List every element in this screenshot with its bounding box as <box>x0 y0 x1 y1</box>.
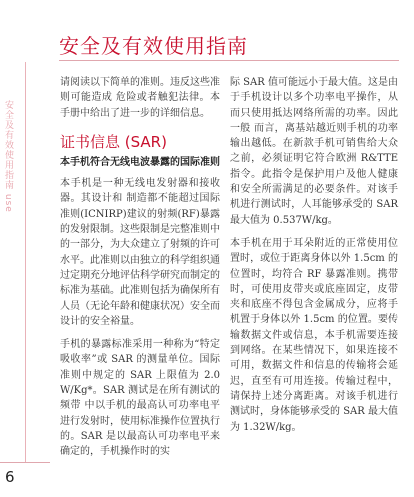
body-paragraph: 本手机在用于耳朵附近的正常使用位置时，或位于距离身体以外 1.5cm 的位置时，均符合 RF 暴露准则。携带时，可使用皮带夹或底座固定，皮带夹和底座不得包含金属成分，应将手机置于身体以外 1.5cm 的位置。要传输数据文件或信息，本手机需要连接到网络。在某些情况下，如果连接不可用，数据文件和信息的传输将会延迟，直至有可用连接。传输过程中，请保持上述分离距离。对该手机进行测试时，身体能够承受的 SAR 最大值为 1.32W/kg。 <box>230 237 398 433</box>
sidebar-section-label-zh: 安全及有效使用指南 <box>3 100 13 190</box>
title-divider <box>59 60 399 61</box>
sidebar-section-label-en: use <box>3 193 13 213</box>
left-column <box>60 75 220 468</box>
page-title: 安全及有效使用指南 <box>59 34 248 58</box>
body-paragraph: 本手机是一种无线电发射器和接收器。其设计和 制造都不能超过国际准则(ICNIRP)建议的射频(RF)暴露的发射限制。这些限制是完整准则中的一部分，为大众建立了射频的许可水平。此准则以由独立的科学组织通过定期充分地评估科学研究而制定的标准为基础。此准则包括为确保所有人员（无论年龄和健康状况）安全而设计的安全裕量。 <box>60 178 220 327</box>
subsection-heading: 本手机符合无线电波暴露的国际准则 <box>60 157 220 169</box>
intro-paragraph: 请阅读以下简单的准则。违反这些准则可能造成 危险或者触犯法律。本手册中给出了进一步的详细信息。 <box>60 77 220 119</box>
sidebar-section-label <box>3 100 15 213</box>
sidebar-divider <box>25 62 26 462</box>
right-column <box>230 75 398 443</box>
body-paragraph: 手机的暴露标准采用一种称为“特定吸收率”或 SAR 的测量单位。国际准则中规定的 SAR 上限值为 2.0 W/Kg*。SAR 测试是在所有测试的频带 中以手机的最高认可功率电平进行发射时，使用标准操作位置执行的。SAR 是以最高认可功率电平来确定的，手机操作时的实 <box>60 339 220 458</box>
page-number: 6 <box>5 468 15 486</box>
footer-divider <box>0 462 50 463</box>
section-heading: 证书信息 (SAR) <box>60 132 167 151</box>
body-paragraph: 际 SAR 值可能远小于最大值。这是由于手机设计以多个功率电平操作，从而只使用抵达网络所需的功率。因此一般 而言，离基站越近则手机的功率输出越低。在新款手机可销售给大众之前，必须证明它符合欧洲 R&TTE 指令。此指令是保护用户及他人健康和安全所需满足的必要条件。对该手机进行测试时，人耳能够承受的 SAR 最大值为 0.537W/kg。 <box>230 77 398 226</box>
